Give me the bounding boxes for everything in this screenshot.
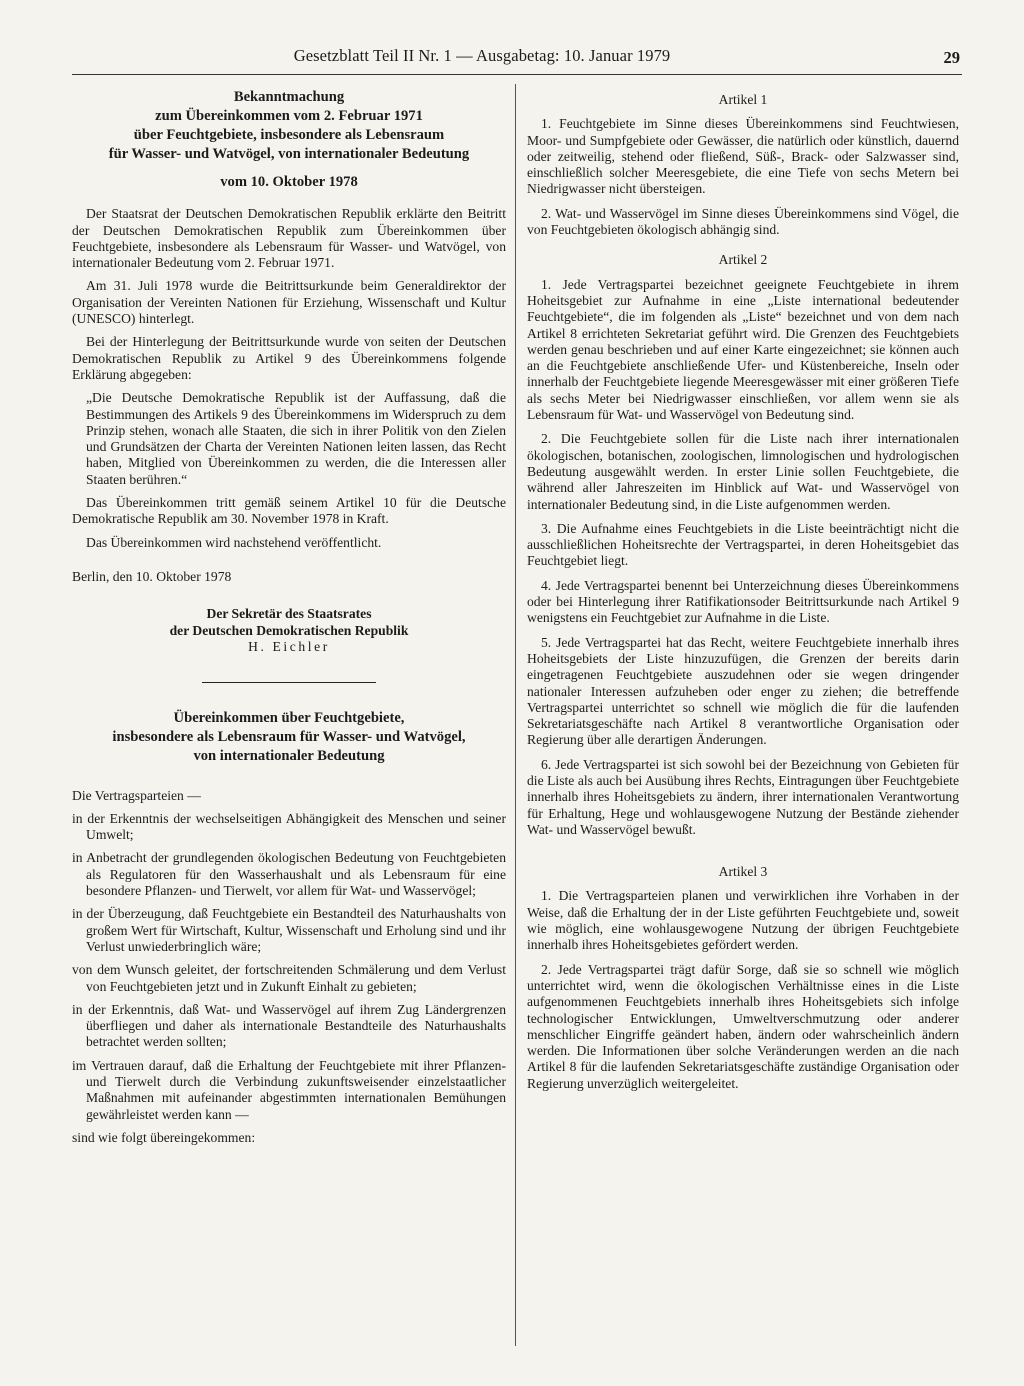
convention-title-line: insbesondere als Lebensraum für Wasser- und Watvögel, <box>112 728 466 745</box>
article-paragraph: 1. Feuchtgebiete im Sinne dieses Übereinkommens sind Feuchtwiesen, Moor- und Sumpfgebiete oder Gewässer, die natürlich oder künstlich, dauernd oder zeitweilig, stehend oder fließend, Süß-, Brack- oder Salzwasser sind, einschließlich solcher Meeresgebiete, die eine Tiefe von sechs Metern bei Niedrigwasser nicht übersteigen. <box>527 116 959 197</box>
closing-line: sind wie folgt übereingekommen: <box>72 1129 256 1145</box>
article-paragraph: 3. Die Aufnahme eines Feuchtgebiets in die Liste beeinträchtigt nicht die ausschließlichen Hoheitsrechte der Vertragspartei, in deren Hoheitsgebiet das Feuchtgebiet liegt. <box>527 520 959 569</box>
body-paragraph: Bei der Hinterlegung der Beitrittsurkunde wurde von seiten der Deutschen Demokratischen Republik zu Artikel 9 des Übereinkommens folgende Erklärung abgegeben: <box>72 334 506 382</box>
recital: in der Erkenntnis der wechselseitigen Abhängigkeit des Menschen und seiner Umwelt; <box>72 810 506 843</box>
page-header <box>72 44 962 75</box>
article-heading: Artikel 3 <box>718 864 768 880</box>
header-title: Gesetzblatt Teil II Nr. 1 — Ausgabetag: 10. Januar 1979 <box>293 46 671 65</box>
announcement-date: vom 10. Oktober 1978 <box>220 174 358 190</box>
body-paragraph: Der Staatsrat der Deutschen Demokratischen Republik erklärte den Beitritt der Deutschen Demokratischen Republik zum Übereinkommen über Feuchtgebiete, insbesondere als Lebensraum für Wasser- und Watvögel, von internationaler Bedeutung vom 2. Februar 1971. <box>72 206 506 271</box>
recital: im Vertrauen darauf, daß die Erhaltung der Feuchtgebiete mit ihrer Pflanzen- und Tierwelt durch die Verbindung zukunftsweisender einzelstaatlicher Maßnahmen mit aufeinander abgestimmten internationalen Bemühungen gewährleistet werden kann — <box>72 1057 506 1122</box>
place-date: Berlin, den 10. Oktober 1978 <box>72 568 232 584</box>
article-paragraph: 2. Die Feuchtgebiete sollen für die Liste nach ihrer internationalen ökologischen, botanischen, zoologischen, limnologischen und hydrologischen Bedeutung ausgewählt werden. In erster Linie sollen Feuchtgebiete, die während aller Jahreszeiten im Hinblick auf Wat- und Wasservögel von internationaler Bedeutung sind, in die Liste aufgenommen werden. <box>527 431 959 512</box>
article-heading: Artikel 2 <box>718 252 768 268</box>
column-divider <box>515 84 516 1346</box>
signature-title: Der Sekretär des Staatsrates <box>206 606 372 622</box>
article-heading: Artikel 1 <box>718 92 768 107</box>
convention-title <box>72 709 506 766</box>
recital: in Anbetracht der grundlegenden ökologischen Bedeutung von Feuchtgebieten als Regulatoren für den Wasserhaushalt und als Lebensraum für eine besondere Pflanzen- und Tierwelt, vor allem für Wat- und Wasservögel; <box>72 850 506 899</box>
page-number: 29 <box>943 48 960 67</box>
article-paragraph: 2. Jede Vertragspartei trägt dafür Sorge, daß sie so schnell wie möglich unterrichtet wird, wenn die ökologischen Verhältnisse eines in die Liste aufgenommenen Feuchtgebiets innerhalb ihres Hoheitsgebiets sich infolge technologischer Entwicklungen, Umweltverschmutzung oder anderer menschlicher Eingriffe geändert haben, ändern oder wahrscheinlich ändern werden. Die Informationen über solche Veränderungen werden an die nach Artikel 8 für die laufenden Sekretariatsgeschäfte zuständige Organisation oder Regierung unverzüglich weitergeleitet. <box>527 961 959 1091</box>
article-paragraph: 2. Wat- und Wasservögel im Sinne dieses Übereinkommens sind Vögel, die von Feuchtgebieten ökologisch abhängig sind. <box>527 205 959 238</box>
parties-intro: Die Vertragsparteien — <box>72 787 201 803</box>
article-paragraph: 1. Jede Vertragspartei bezeichnet geeignete Feuchtgebiete in ihrem Hoheitsgebiet zur Aufnahme in eine „Liste international bedeutender Feuchtgebiete“, die im folgenden als „Liste“ bezeichnet und von dem nach Artikel 8 errichteten Sekretariat geführt wird. Die Grenzen des Feuchtgebiets werden genau beschrieben und auf einer Karte eingezeichnet; sie können auch an die Feuchtgebiete anschließende Ufer- und Küstenbereiche, Inseln oder innerhalb der Feuchtgebiete liegende Meeresgewässer mit einer größeren Tiefe als sechs Meter bei Niedrigwasser einschließen, vor allem wenn sie als Lebensraum für Wat- und Wasservögel von Bedeutung sind. <box>527 276 959 423</box>
recitals <box>72 788 506 1147</box>
article-paragraph: 4. Jede Vertragspartei benennt bei Unterzeichnung dieses Übereinkommens oder bei Hinterlegung ihrer Ratifikationsoder Beitrittsurkunde nach Artikel 9 wenigstens ein Feuchtgebiet zur Aufnahme in die Liste. <box>527 577 959 626</box>
right-column <box>527 88 959 1100</box>
section-divider <box>202 682 376 683</box>
announcement-title-line: für Wasser- und Watvögel, von internationaler Bedeutung <box>108 146 470 162</box>
recital: in der Überzeugung, daß Feuchtgebiete ein Bestandteil des Naturhaushalts von großem Wert für Wirtschaft, Kultur, Wissenschaft und Erholung sind und ihr Verlust unwiederbringlich wäre; <box>72 906 506 954</box>
announcement-title-line: Bekanntmachung <box>233 89 345 105</box>
article-paragraph: 6. Jede Vertragspartei ist sich sowohl bei der Bezeichnung von Gebieten für die Liste als auch bei Ausübung ihres Rechts, Eintragungen über Feuchtgebiete innerhalb ihres Hoheitsgebiets zu ändern, ihrer internationalen Verantwortung für Erhaltung, Hege und wohlausgewogene Nutzung der Bestände ziehender Wat- und Wasservögel bewußt. <box>527 756 959 837</box>
announcement-title-line: über Feuchtgebiete, insbesondere als Lebensraum <box>133 127 445 143</box>
signature-title: der Deutschen Demokratischen Republik <box>169 623 409 639</box>
article-paragraph: 5. Jede Vertragspartei hat das Recht, weitere Feuchtgebiete innerhalb ihres Hoheitsgebiets der Liste hinzuzufügen, die Grenzen der bereits darin eingetragenen Feuchtgebiete auszudehnen oder sie wegen dringender nationaler Interessen aufzuheben oder enger zu ziehen; die betreffende Vertragspartei unterrichtet so schnell wie möglich die für die laufenden Sekretariatsgeschäfte nach Artikel 8 verantwortliche Organisation oder Regierung über alle derartigen Änderungen. <box>527 634 959 748</box>
recital: in der Erkenntnis, daß Wat- und Wasservögel auf ihrem Zug Ländergrenzen überfliegen und daher als internationale Bestandteile des Naturhaushalts betrachtet werden sollten; <box>72 1001 506 1050</box>
body-paragraph: Das Übereinkommen tritt gemäß seinem Artikel 10 für die Deutsche Demokratische Republik am 30. November 1978 in Kraft. <box>72 495 506 527</box>
declaration-quote: „Die Deutsche Demokratische Republik ist der Auffassung, daß die Bestimmungen des Artikels 9 des Übereinkommens im Widerspruch zu dem Prinzip stehen, wonach alle Staaten, die sich in ihrer Politik von den Zielen und Grundsätzen der Charta der Vereinten Nationen leiten lassen, das Recht haben, Mitglied von Übereinkommen zu werden, die die Interessen aller Staaten berühren.“ <box>86 390 506 487</box>
announcement-title-line: zum Übereinkommen vom 2. Februar 1971 <box>155 108 423 124</box>
convention-title-line: Übereinkommen über Feuchtgebiete, <box>173 709 405 726</box>
signature-name: H. Eichler <box>248 639 330 655</box>
convention-title-line: von internationaler Bedeutung <box>193 747 385 764</box>
body-paragraph: Am 31. Juli 1978 wurde die Beitrittsurkunde beim Generaldirektor der Organisation der Vereinten Nationen für Erziehung, Wissenschaft und Kultur (UNESCO) hinterlegt. <box>72 278 506 327</box>
recital: von dem Wunsch geleitet, der fortschreitenden Schmälerung und dem Verlust von Feuchtgebieten jetzt und in Zukunft Einhalt zu gebieten; <box>72 962 506 994</box>
body-paragraph: Das Übereinkommen wird nachstehend veröffentlicht. <box>86 534 382 550</box>
article-paragraph: 1. Die Vertragsparteien planen und verwirklichen ihre Vorhaben in der Weise, daß die Erhaltung der in der Liste geführten Feuchtgebiete und, soweit wie möglich, eine wohlausgewogene Nutzung der übrigen Feuchtgebiete innerhalb ihres Hoheitsgebietes gefördert werden. <box>527 888 959 953</box>
left-column <box>72 88 506 1153</box>
announcement-title <box>72 88 506 164</box>
